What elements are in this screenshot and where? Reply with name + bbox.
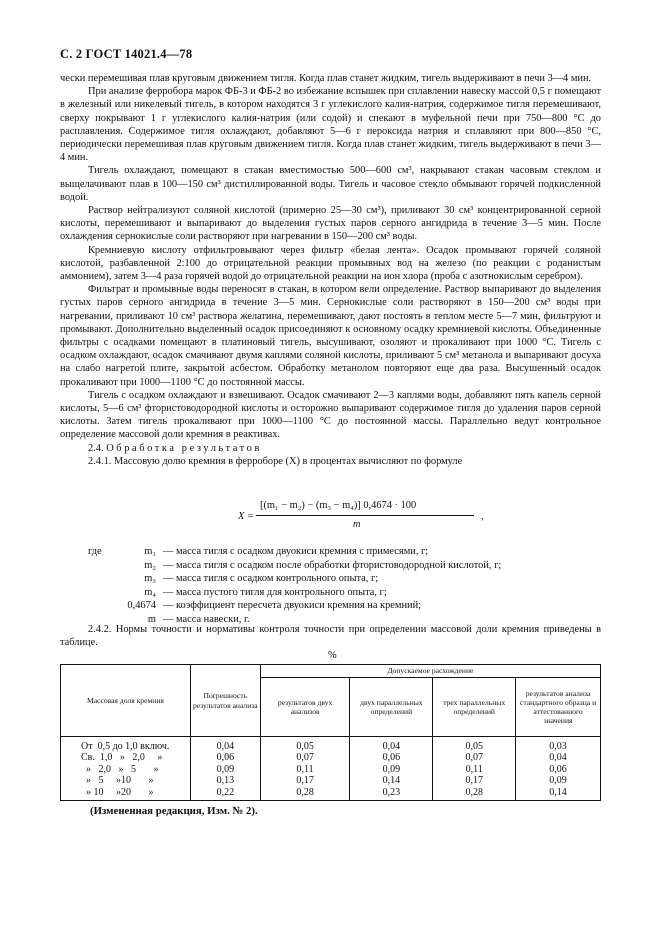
cell-value: 0,04 [190, 737, 260, 753]
paragraph: Тигель с осадком охлаждают и взвешивают. Осадок смачивают 2—3 каплями воды, добавляют пять капель серной кислоты, 5—6 см³ фтористоводородной кислоты и осторожно выпаривают содержимое тигля до удаления паров серной кислоты. Затем тигель прокаливают при 1000—1100 °С до постоянной массы. Параллельно ведут контрольное определение массовой доли кремния в реактивах. [60, 389, 601, 441]
cell-value: 0,05 [433, 737, 516, 753]
section-heading [60, 442, 601, 455]
definition-symbol: m₁ [144, 546, 156, 557]
definition-text: — масса навески, г. [163, 613, 250, 625]
formula-denominator: m [353, 519, 361, 530]
cell-value: 0,14 [516, 787, 601, 801]
table-row [61, 787, 601, 801]
section-title: Обработка результатов [106, 442, 262, 454]
cell-range: Св. 1,0 » 2,0 » [61, 752, 191, 763]
paragraph: Фильтрат и промывные воды переносят в стакан, в котором вели определение. Раствор выпаривают до выделения густых паров серного ангидрида в течение 3—5 мин. Сернокислые соли растворяют в 150—200 см³ воды при нагревании, приливают 10 см³ раствора желатина, перемешивают, дают постоять в теплом месте 5—7 мин, фильтруют и промывают. Дополнительно выделенный осадок присоединяют к основному осадку кремниевой кислоты. Объединенные фильтры с осадками помещают в платиновый тигель, высушивают, озоляют и прокаливают при 1000 °С. Тигель с осадком охлаждают, осадок смачивают двумя каплями соляной кислоты, приливают 5 см³ метанола и выпаривают досуха на слабо нагретой плите, закрытой асбестом. Обработку метанолом повторяют еще два раза. Высушенный осадок прокаливают при 1000—1100 °С до постоянной массы. [60, 284, 601, 388]
formula-tail: , [481, 511, 484, 522]
cell-range: » 10 »20 » [61, 787, 191, 801]
definition-row [60, 586, 601, 600]
header-three-parallel: трех параллельных определений [433, 678, 516, 737]
cell-value: 0,22 [190, 787, 260, 801]
definition-text: — масса тигля с осадком после обработки фтористоводородной кислотой, г; [163, 559, 502, 571]
definition-row [60, 572, 601, 586]
clause-2-4-1: 2.4.1. Массовую долю кремния в ферроборе (Х) в процентах вычисляют по формуле [88, 455, 463, 467]
cell-value: 0,13 [190, 775, 260, 786]
cell-value: 0,23 [350, 787, 433, 801]
cell-value: 0,14 [350, 775, 433, 786]
cell-value: 0,28 [433, 787, 516, 801]
paragraph: Тигель охлаждают, помещают в стакан вместимостью 500—600 см³, накрывают стакан часовым стеклом и выщелачивают плав в 100—150 см³ дистиллированной воды. Тигель и часовое стекло обмывают горячей подкисленной водой. [60, 165, 601, 203]
cell-value: 0,11 [260, 764, 350, 775]
header-two-parallel: двух параллельных определений [350, 678, 433, 737]
table-row [61, 752, 601, 763]
section-number: 2.4. [88, 442, 104, 454]
definition-symbol: m₂ [144, 559, 156, 571]
table-row [61, 737, 601, 753]
definition-text: — масса тигля с осадком контрольного опыта, г; [163, 573, 379, 585]
cell-value: 0,03 [516, 737, 601, 753]
cell-range: От 0,5 до 1,0 включ. [61, 737, 191, 753]
body-text [60, 72, 601, 468]
paragraph: При анализе ферробора марок ФБ-3 и ФБ-2 во избежание вспышек при сплавлении навеску массой 0,5 г помещают в железный или никелевый тигель, в котором находятся 3 г углекислого калия-натрия, содержимое тигля перемешивают, сверху покрывают 1 г углекислого калия-натрия (или содой) и спекают в муфельной печи при 750—800 °С до расплавления. Содержимое тигля охлаждают, добавляют 5—6 г пероксида натрия и сплавляют при 800—850 °С, периодически перемешивая плав круговым движением тигля. Когда плав станет жидким, тигель выдерживают в печи 3—4 мин. [60, 86, 601, 164]
cell-value: 0,07 [260, 752, 350, 763]
cell-value: 0,06 [190, 752, 260, 763]
amendment-note: (Измененная редакция, Изм. № 2). [90, 805, 258, 817]
definition-row [60, 599, 601, 613]
cell-value: 0,05 [260, 737, 350, 753]
cell-value: 0,17 [433, 775, 516, 786]
table-unit: % [328, 650, 337, 661]
fraction-bar [256, 515, 474, 516]
definition-row [60, 545, 601, 559]
clause-2-4-2: 2.4.2. Нормы точности и нормативы контроля точности при определении массовой доли кремния приведены в таблице. [60, 624, 601, 649]
paragraph: чески перемешивая плав круговым движением тигля. Когда плав станет жидким, тигель выдерживают в печи 3—4 мин. [60, 73, 592, 84]
definition-row [60, 559, 601, 573]
cell-value: 0,06 [350, 752, 433, 763]
definition-text: — масса пустого тигля для контрольного опыта, г; [163, 586, 387, 598]
table-row [61, 764, 601, 775]
cell-value: 0,06 [516, 764, 601, 775]
header-allowed-divergence: Допускаемое расхождение [260, 665, 600, 678]
formula-lhs: X = [238, 511, 254, 522]
definitions [60, 545, 601, 627]
cell-value: 0,09 [516, 775, 601, 786]
formula [238, 500, 498, 540]
header-standard-sample: результатов анализа стандартного образца и аттестованного значения [516, 678, 601, 737]
cell-value: 0,09 [350, 764, 433, 775]
cell-value: 0,28 [260, 787, 350, 801]
cell-range: » 2,0 » 5 » [61, 764, 191, 775]
formula-numerator: [(m₁ − m₂) − (m₃ − m₄)] 0,4674 · 100 [260, 500, 417, 511]
cell-value: 0,07 [433, 752, 516, 763]
table-row [61, 775, 601, 786]
accuracy-table [60, 664, 601, 801]
cell-value: 0,11 [433, 764, 516, 775]
header-error: Погрешность результатов анализа [190, 665, 260, 737]
page-header: С. 2 ГОСТ 14021.4—78 [60, 47, 193, 61]
paragraph: Раствор нейтрализуют соляной кислотой (примерно 25—30 см³), приливают 30 см³ концентрированной серной кислоты, перемешивают и выпаривают до выделения густых паров серного ангидрида в течение 3—5 мин. После охлаждения сернокислые соли растворяют при нагревании в 150—200 см³ воды. [60, 205, 601, 243]
cell-value: 0,17 [260, 775, 350, 786]
definition-symbol: m₃ [144, 573, 156, 585]
where-word: где [88, 546, 102, 557]
definition-symbol: m [147, 613, 156, 625]
cell-value: 0,09 [190, 764, 260, 775]
definition-symbol: 0,4674 [127, 600, 156, 612]
paragraph: Кремниевую кислоту отфильтровывают через фильтр «белая лента». Осадок промывают горячей соляной кислотой, разбавленной 2:100 до отрицательной реакции промывных вод на железо (по реакции с роданистым аммонием), затем 3—4 раза горячей водой до отрицательной реакции на ион хлора (проба с азотнокислым серебром). [60, 244, 601, 283]
header-silicon-fraction: Массовая доля кремния [61, 665, 191, 737]
definition-symbol: m₄ [144, 586, 156, 598]
cell-range: » 5 »10 » [61, 775, 191, 786]
clause-2-4-2-block [60, 623, 601, 649]
header-two-analyses: результатов двух анализов [260, 678, 350, 737]
cell-value: 0,04 [350, 737, 433, 753]
definition-text: — коэффициент пересчета двуокиси кремния на кремний; [163, 600, 422, 612]
cell-value: 0,04 [516, 752, 601, 763]
definition-text: — масса тигля с осадком двуокиси кремния с примесями, г; [163, 546, 429, 557]
